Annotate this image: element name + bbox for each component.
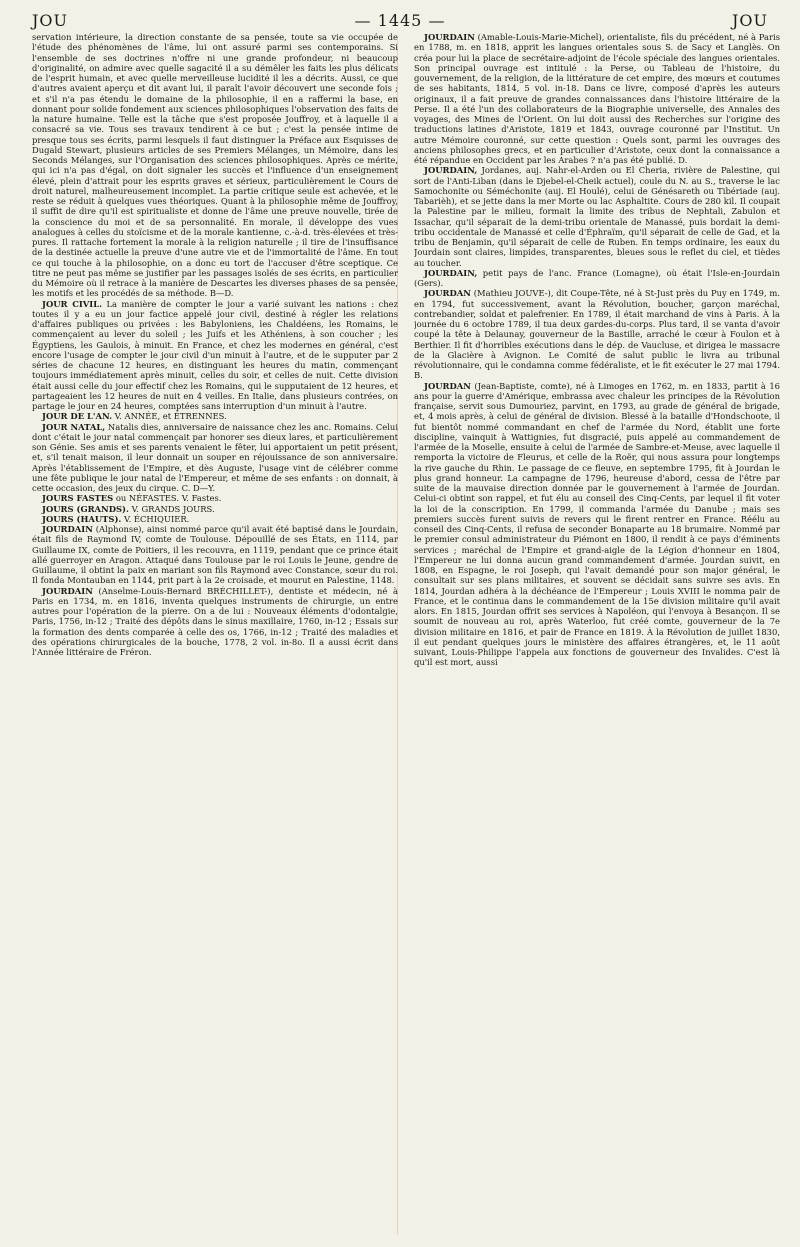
- dictionary-entry: [414, 32, 780, 165]
- dictionary-entry: [32, 299, 398, 412]
- dictionary-entry: [32, 411, 398, 421]
- entry-text: (Alphonse), ainsi nommé parce qu'il avait été baptisé dans le Jourdain, était fils de Raymond IV, comte de Toulouse. Dépouillé de ses États, en 1114, par Guillaume IX, comte de Poitiers, il les recouvra, en 1119, pendant que ce prince était allé guerroyer en Aragon. Attaqué dans Toulouse par le roi Louis le Jeune, gendre de Guillaume, il obtint la paix en mariant son fils Raymond avec Constance, sœur du roi. Il fonda Montauban en 1144, prit part à la 2e croisade, et mourut en Palestine, 1148.: [32, 524, 398, 586]
- dictionary-entry: [32, 586, 398, 658]
- entry-headword: JOURDAIN: [42, 524, 93, 534]
- dictionary-entry: [32, 422, 398, 494]
- entry-text: Jordanes, auj. Nahr-el-Arden ou El Cheria, rivière de Palestine, qui sort de l'Anti-Liban (dans le Djebel-el-Cheik actuel), coule du N. au S., traverse le lac Samochonite ou Séméchonite (auj. El Houlé), celui de Génésareth ou Tibériade (auj. Tabarièh), et se jette dans la mer Morte ou lac Asphaltite. Cours de 280 kil. Il coupait la Palestine par le milieu, formait la limite des tribus de Nephtali, Zabulon et Issachar, qu'il séparait de la demi-tribu orientale de Manassé, puis bordait la demi-tribu occidentale de Manassé et celle d'Éphraïm, qu'il séparait de celle de Gad, et la tribu de Benjamin, qu'il séparait de celle de Ruben. En temps ordinaire, les eaux du Jourdain sont claires, limpides, transparentes, bleues sous le reflet du ciel, et tièdes au toucher.: [414, 165, 780, 268]
- dictionary-entry: [414, 165, 780, 268]
- entry-text: V. ANNÉE, et ÉTRENNES.: [111, 411, 227, 422]
- dictionary-entry: [32, 504, 398, 514]
- right-column: [414, 32, 780, 1238]
- entry-headword: JOURS (GRANDS).: [42, 503, 129, 514]
- dictionary-entry: [32, 524, 398, 586]
- entry-text: Natalis dies, anniversaire de naissance chez les anc. Romains. Celui dont c'était le jour natal commençait par honorer ses dieux lares, et particulièrement son Génie. Ses amis et ses parents venaient le fêter, lui apportaient un petit présent, et, s'il tenait maison, il leur donnait un souper en réjouissance de son anniversaire. Après l'établissement de l'Empire, et dès Auguste, l'usage vint de célébrer comme une fête publique le jour natal de l'Empereur, et même de ses enfants : on donnait, à cette occasion, des jeux du cirque. C. D—Y.: [32, 421, 398, 493]
- dictionary-entry: [414, 381, 780, 668]
- left-column: [32, 32, 398, 1238]
- entry-headword: JOUR NATAL,: [42, 421, 106, 432]
- text-columns: [32, 32, 780, 1238]
- entry-headword: JOUR DE L'AN.: [42, 411, 112, 422]
- entry-headword: JOURDAN: [424, 288, 471, 299]
- entry-text: (Anselme-Louis-Bernard BRÉCHILLET-), dentiste et médecin, né à Paris en 1734, m. en 1816, inventa quelques instruments de chirurgie, un entre autres pour l'opération de la pierre. On a de lui : Nouveaux éléments d'odontalgie, Paris, 1756, in-12 ; Traité des dépôts dans le sinus maxillaire, 1760, in-12 ; Essais sur la formation des dents comparée à celle des os, 1766, in-12 ; Traité des maladies et des opérations chirurgicales de la bouche, 1778, 2 vol. in-8o. Il a aussi écrit dans l'Année littéraire de Fréron.: [32, 585, 398, 657]
- dictionary-entry: [414, 288, 780, 380]
- entry-headword: JOURS (HAUTS).: [42, 513, 122, 524]
- page-number: — 1445 —: [354, 10, 446, 30]
- entry-text: V. ÉCHIQUIER.: [121, 513, 190, 524]
- entry-headword: JOURDAIN,: [424, 267, 478, 278]
- entry-text: (Mathieu JOUVE-), dit Coupe-Tête, né à St-Just près du Puy en 1749, m. en 1794, fut successivement, avant la Révolution, boucher, garçon maréchal, contrebandier, soldat et palefrenier. En 1789, il était marchand de vins à Paris. À la journée du 6 octobre 1789, il tua deux gardes-du-corps. Plus tard, il se vanta d'avoir coupé la tête à Delaunay, gouverneur de la Bastille, arraché le cœur à Foulon et à Berthier. Il fit d'horribles exécutions dans le dép. de Vaucluse, et dirigea le massacre de la Glacière à Avignon. Le Comité de salut public le livra au tribunal révolutionnaire, qui le condamna comme fédéraliste, et le fit exécuter le 27 mai 1794. B.: [414, 288, 780, 381]
- entry-text: (Amable-Louis-Marie-Michel), orientaliste, fils du précédent, né à Paris en 1788, m. en 1818, apprit les langues orientales sous S. de Sacy et Langlès. On créa pour lui la place de secrétaire-adjoint de l'école spéciale des langues orientales. Son principal ouvrage est intitulé : la Perse, ou Tableau de l'histoire, du gouvernement, de la religion, de la littérature de cet empire, des mœurs et coutumes de ses habitants, 1814, 5 vol. in-18. Dans ce livre, composé d'après les auteurs originaux, il a fait preuve de grandes connaissances dans l'histoire littéraire de la Perse. Il a été l'un des collaborateurs de la Biographie universelle, des Annales des voyages, des Mines de l'Orient. On lui doit aussi des Recherches sur l'origine des traductions latines d'Aristote, 1819 et 1843, ouvrage couronné par l'Institut. Un autre Mémoire couronné, sur cette question : Quels sont, parmi les ouvrages des anciens philosophes grecs, et en particulier d'Aristote, ceux dont la connaissance a été répandue en Occident par les Arabes ? n'a pas été publié. D.: [414, 32, 780, 165]
- dictionary-entry: [32, 493, 398, 503]
- running-head-left: JOU: [32, 10, 69, 30]
- entry-headword: JOURDAN: [424, 380, 471, 391]
- entry-text: ou NÉFASTES. V. Fastes.: [113, 493, 222, 504]
- running-head-right: JOU: [731, 10, 768, 30]
- entry-text: petit pays de l'anc. France (Lomagne), où était l'Isle-en-Jourdain (Gers).: [414, 267, 780, 288]
- dictionary-entry: [32, 514, 398, 524]
- entry-text: (Jean-Baptiste, comte), né à Limoges en 1762, m. en 1833, partit à 16 ans pour la guerre d'Amérique, embrassa avec chaleur les principes de la Révolution française, servit sous Dumouriez, parvint, en 1793, au grade de général de brigade, et, 4 mois après, à celui de général de division. Blessé à la bataille d'Hondschoote, il fut bientôt nommé commandant en chef de l'armée du Nord, établit une forte discipline, vainquit à Wattignies, fut disgracié, puis appelé au commandement de l'armée de la Moselle, ensuite à celui de l'armée de Sambre-et-Meuse, avec laquelle il remporta la victoire de Fleurus, et celle de la Roër, qui nous assura pour longtemps la rive gauche du Rhin. Le passage de ce fleuve, en septembre 1795, fit à Jourdan le plus grand honneur. La campagne de 1796, heureuse d'abord, cessa de l'être par suite de la mauvaise direction donnée par le gouvernement à l'armée de Jourdan. Celui-ci obtint son rappel, et fut élu au conseil des Cinq-Cents, par lequel il fit voter la loi de la conscription. En 1799, il commanda l'armée du Danube ; mais ses premiers succès furent suivis de revers qui le firent rentrer en France. Réélu au conseil des Cinq-Cents, il refusa de seconder Bonaparte au 18 brumaire. Nommé par le premier consul administrateur du Piémont en 1800, il rendit à ce pays d'éminents services ; maréchal de l'Empire et grand-aigle de la Légion d'honneur en 1804, l'Empereur ne lui donna aucun grand commandement d'armée. Jourdan suivit, en 1808, en Espagne, le roi Joseph, qui l'avait demandé pour son major général, le consultait sur ses plans militaires, et souvent se décidait sans suivre ses avis. En 1814, Jourdan adhéra à la déchéance de l'Empereur ; Louis XVIII le nomma pair de France, et le continua dans le commandement de la 15e division militaire qu'il avait alors. En 1815, Jourdan offrit ses services à Napoléon, qui l'envoya à Besançon. Il se soumit de nouveau au roi, après Waterloo, fut créé comte, gouverneur de la 7e division militaire en 1816, et pair de France en 1819. À la Révolution de juillet 1830, il eut pendant quelques jours le ministère des affaires étrangères, et, le 11 août suivant, Louis-Philippe l'appela aux fonctions de gouverneur des Invalides. C'est là qu'il est mort, aussi: [414, 380, 780, 668]
- continued-text: servation intérieure, la direction constante de sa pensée, toute sa vie occupée de l'étude des phénomènes de l'âme, lui ont assuré parmi ses contemporains. Si l'ensemble de ses doctrines n'offre ni une grande profondeur, ni beaucoup d'originalité, on admire avec quelle sagacité il a su démêler les faits les plus délicats de l'esprit humain, et avec quelle merveilleuse lucidité il les a décrits. Aussi, ce que d'autres avaient aperçu et dit avant lui, il paraît l'avoir découvert une seconde fois ; et s'il n'a pas étendu le domaine de la philosophie, il en a raffermi la base, en donnant pour solide fondement aux sciences philosophiques l'observation des faits de la nature humaine. Telle est la tâche que s'est proposée Jouffroy, et à laquelle il a consacré sa vie. Tous ses travaux tendirent à ce but ; c'est la pensée intime de presque tous ses écrits, parmi lesquels il faut distinguer la Préface aux Esquisses de Dugald Stewart, plusieurs articles de ses Premiers Mélanges, un Mémoire, dans les Seconds Mélanges, sur l'Organisation des sciences philosophiques. Après ce mérite, qui ici n'a pas d'égal, on doit signaler les succès et l'influence d'un enseignement élevé, plein d'attrait pour les esprits graves et sérieux, particulièrement le Cours de droit naturel, malheureusement incomplet. La partie critique seule est achevée, et le reste se réduit à quelques vues théoriques. Quant à la philosophie même de Jouffroy, il suffit de dire qu'il est spiritualiste et donne de l'âme une preuve nouvelle, tirée de la conscience du moi et de sa personnalité. En morale, il développe des vues analogues à celles du stoïcisme et de la morale kantienne, c.-à-d. très-élevées et très-pures. Il rattache fortement la morale à la religion naturelle ; il tire de l'insuffisance de la destinée actuelle la preuve d'une autre vie et de l'immortalité de l'âme. En tout ce qui touche à la philosophie, on a donc eu tort de l'accuser d'être sceptique. Ce titre ne peut pas même se justifier par les passages isolés de ses écrits, en particulier du Mémoire où il retrace à la manière de Descartes les diverses phases de sa pensée, les motifs et les procédés de sa méthode. B—D.: [32, 32, 398, 299]
- entry-text: V. GRANDS JOURS.: [128, 503, 215, 514]
- entry-headword: JOURS FASTES: [42, 493, 114, 504]
- entry-headword: JOURDAIN: [42, 585, 93, 596]
- entry-headword: JOURDAIN: [424, 32, 475, 42]
- entry-headword: JOURDAIN,: [424, 165, 478, 176]
- entry-headword: JOUR CIVIL.: [42, 298, 103, 309]
- dictionary-entry: [414, 268, 780, 289]
- page-header: [32, 6, 768, 34]
- entry-text: La manière de compter le jour a varié suivant les nations : chez toutes il y a eu un jour factice appelé jour civil, destiné à régler les relations d'affaires publiques ou privées : les Babyloniens, les Chaldéens, les Romains, le commençaient au lever du soleil ; les Juifs et les Athéniens, à son coucher ; les Égyptiens, les Gaulois, à minuit. En France, et chez les modernes en général, c'est encore l'usage de compter le jour civil d'un minuit à l'autre, et de le supputer par 2 séries de chacune 12 heures, en distinguant les heures du matin, commençant toujours immédiatement après minuit, celles du soir, et celles de nuit. Cette division était aussi celle du jour effectif chez les Romains, qui le supputaient de 12 heures, et partageaient les 12 heures de nuit en 4 veilles. En Italie, dans plusieurs contrées, on partage le jour en 24 heures, comptées sans interruption d'un minuit à l'autre.: [32, 298, 398, 411]
